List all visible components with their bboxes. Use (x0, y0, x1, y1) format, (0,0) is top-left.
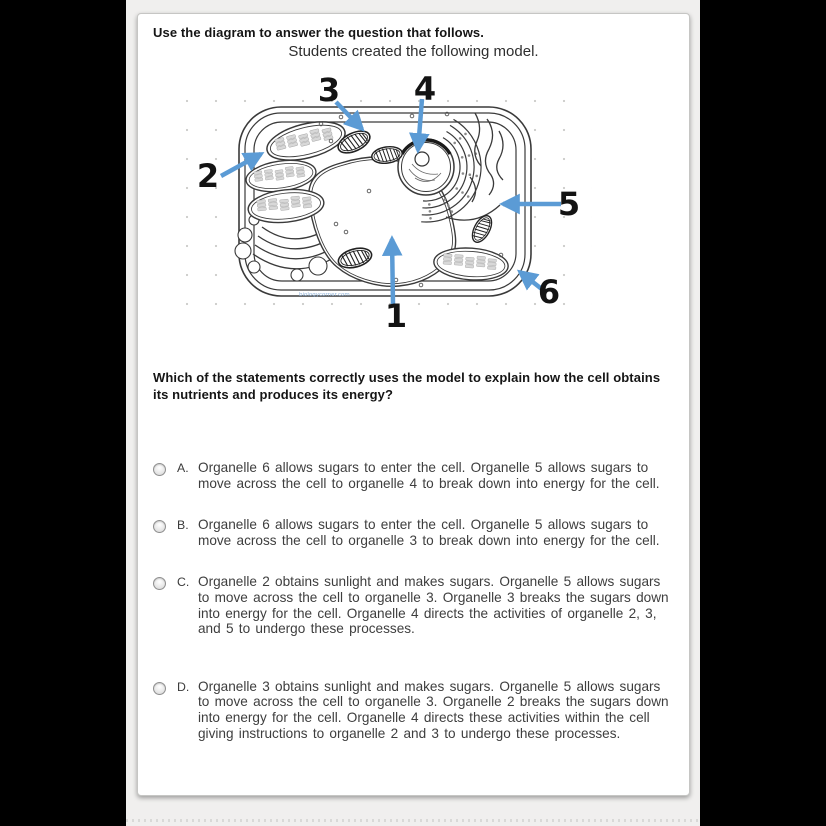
watermark-text: biologycorner.com (299, 292, 350, 298)
answer-options (138, 460, 689, 741)
cell-model-diagram (184, 69, 596, 334)
page-bottom-texture (126, 819, 700, 822)
arrow-1 (392, 239, 393, 304)
answer-option-c[interactable] (138, 574, 689, 636)
organelle-label-1: 1 (384, 297, 408, 334)
option-b-text: Organelle 6 allows sugars to enter the cell. Organelle 5 allows sugars to move across the cell to organelle 3 to break down into energy for the cell. (198, 517, 660, 548)
organelle-label-2: 2 (196, 157, 220, 195)
option-d-radio[interactable] (153, 682, 166, 695)
option-d-letter: D. (177, 679, 190, 694)
option-c-text: Organelle 2 obtains sunlight and makes sugars. Organelle 5 allows sugars to move across the cell to organelle 3. Organelle 3 breaks the sugars down into energy for the cell. Organelle 4 directs the activities of organelle 2, 3, and 5 to undergo these processes. (198, 574, 669, 637)
answer-option-d[interactable] (138, 679, 689, 741)
option-c-letter: C. (177, 575, 190, 590)
option-b-letter: B. (177, 518, 189, 533)
option-a-text: Organelle 6 allows sugars to enter the cell. Organelle 5 allows sugars to move across the cell to organelle 4 to break down into energy for the cell. (198, 460, 660, 491)
plant-cell-illustration (184, 69, 596, 334)
question-text: Which of the statements correctly uses the model to explain how the cell obtains its nutrients and produces its energy? (153, 370, 661, 402)
organelle-label-5: 5 (557, 185, 581, 223)
letterbox-left (0, 0, 126, 826)
organelle-label-4: 4 (413, 70, 437, 108)
letterbox-right (700, 0, 826, 826)
option-c-radio[interactable] (153, 577, 166, 590)
option-a-letter: A. (177, 461, 189, 475)
nucleolus (415, 152, 429, 166)
answer-option-a[interactable] (138, 460, 689, 491)
model-caption: Students created the following model. (288, 43, 539, 60)
organelle-label-6: 6 (537, 273, 561, 311)
option-b-radio[interactable] (153, 520, 166, 533)
option-d-text: Organelle 3 obtains sunlight and makes sugars. Organelle 5 allows sugars to move across the cell to organelle 3. Organelle 2 breaks the sugars down into energy for the cell. Organelle 4 directs these activities within the cell giving instructions to organelle 2 and 3 to undergo these processes. (198, 678, 669, 741)
question-card (137, 13, 690, 796)
organelle-label-3: 3 (317, 71, 341, 109)
instruction-text: Use the diagram to answer the question that follows. (153, 25, 484, 40)
nucleus (398, 139, 454, 195)
answer-option-b[interactable] (138, 517, 689, 548)
option-a-radio[interactable] (153, 463, 166, 476)
